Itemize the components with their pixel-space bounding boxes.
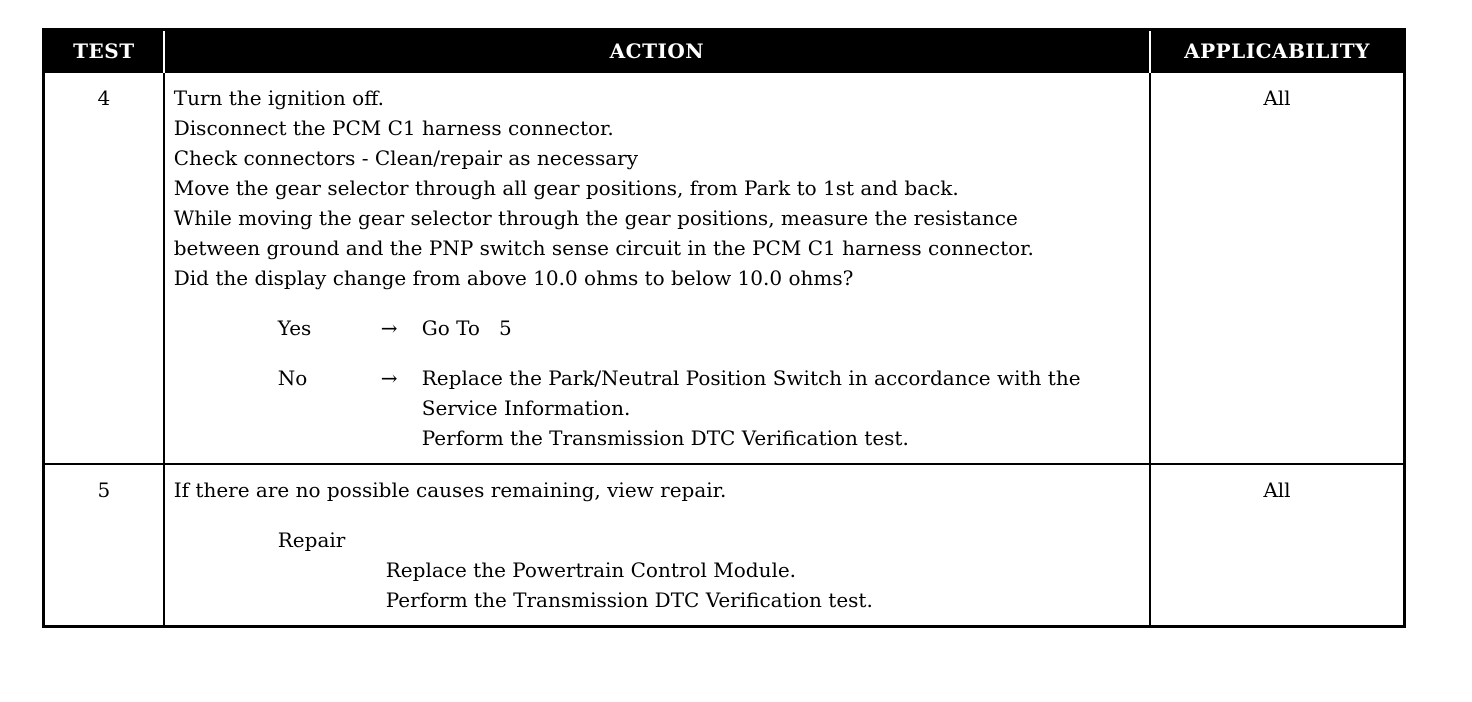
no-result-text — [422, 363, 1141, 453]
no-result-line: Service Information. — [421, 396, 631, 420]
yes-result — [174, 313, 1141, 343]
no-result — [174, 363, 1141, 453]
no-result-line: Replace the Park/Neutral Position Switch in accordance with the — [421, 366, 1081, 390]
header-test: TEST — [44, 30, 164, 73]
table-header-row — [44, 30, 1405, 73]
repair-step: Replace the Powertrain Control Module. — [385, 558, 797, 582]
test-number: 4 — [44, 72, 164, 464]
action-cell — [164, 464, 1150, 627]
applicability-value: All — [1150, 464, 1405, 627]
applicability-value: All — [1150, 72, 1405, 464]
table-row-test-4 — [44, 72, 1405, 464]
action-line: between ground and the PNP switch sense circuit in the PCM C1 harness connector. — [173, 236, 1034, 260]
yes-label: Yes — [277, 316, 312, 340]
yes-goto-text: Go To 5 — [421, 316, 512, 340]
action-line: Turn the ignition off. — [173, 86, 384, 110]
repair-steps — [174, 555, 1141, 615]
action-cell — [164, 72, 1150, 464]
test-number: 5 — [44, 464, 164, 627]
diagnostic-test-table — [42, 28, 1406, 628]
action-line: Check connectors - Clean/repair as necessary — [173, 146, 638, 170]
action-line: Move the gear selector through all gear positions, from Park to 1st and back. — [173, 176, 959, 200]
right-arrow-icon: → — [380, 316, 398, 340]
action-line: Disconnect the PCM C1 harness connector. — [173, 116, 614, 140]
header-action: ACTION — [164, 30, 1150, 73]
action-line: If there are no possible causes remaining, view repair. — [173, 478, 727, 502]
table-row-test-5 — [44, 464, 1405, 627]
right-arrow-icon: → — [380, 366, 398, 390]
no-label: No — [277, 366, 308, 390]
repair-label: Repair — [277, 528, 346, 552]
header-applicability: APPLICABILITY — [1150, 30, 1405, 73]
no-result-line: Perform the Transmission DTC Verification test. — [421, 426, 909, 450]
action-line: While moving the gear selector through the gear positions, measure the resistance — [173, 206, 1018, 230]
repair-step: Perform the Transmission DTC Verification test. — [385, 588, 873, 612]
question-line: Did the display change from above 10.0 ohms to below 10.0 ohms? — [173, 266, 854, 290]
